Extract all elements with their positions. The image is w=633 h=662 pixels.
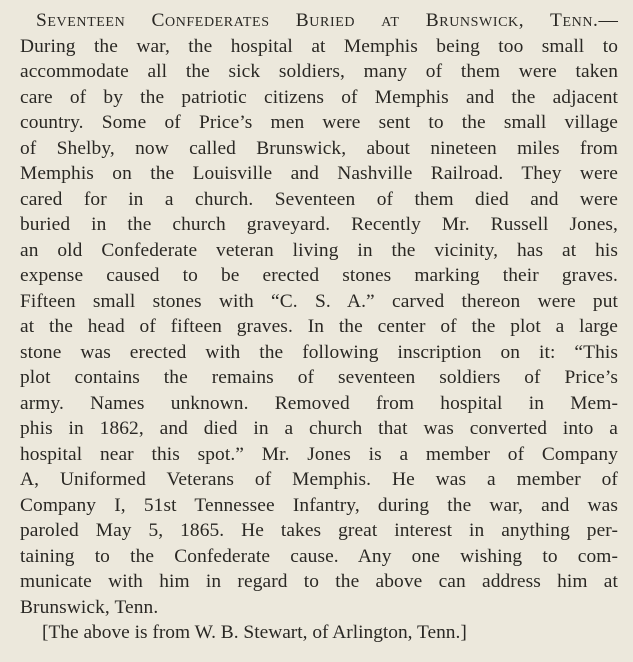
body-line: municate with him in regard to the above can address him at — [20, 571, 618, 592]
body-line: an old Confederate veteran living in the vicinity, has at his — [20, 239, 618, 261]
body-line: hospital near this spot.” Mr. Jones is a member of Company — [20, 443, 618, 465]
article-heading-line — [20, 8, 618, 34]
body-line: Memphis on the Louisville and Nashville Railroad. They were — [20, 163, 618, 184]
body-line: taining to the Confederate cause. Any one wishing to com- — [20, 545, 618, 567]
body-line: country. Some of Price’s men were sent to the small village — [20, 112, 618, 133]
body-line: cared for in a church. Seventeen of them died and were — [20, 188, 618, 210]
body-line: phis in 1862, and died in a church that was converted into a — [20, 418, 618, 439]
article — [20, 8, 618, 646]
body-line: stone was erected with the following inscription on it: “This — [20, 341, 618, 363]
body-line: plot contains the remains of seventeen soldiers of Price’s — [20, 367, 618, 388]
body-line: Company I, 51st Tennessee Infantry, during the war, and was — [20, 494, 618, 516]
heading-dash: — — [598, 10, 618, 31]
body-line: A, Uniformed Veterans of Memphis. He was a member of — [20, 469, 618, 490]
article-heading: Seventeen Confederates Buried at Brunswick, Tenn. — [36, 10, 599, 31]
body-line: at the head of fifteen graves. In the center of the plot a large — [20, 316, 618, 337]
article-credit: [The above is from W. B. Stewart, of Arlington, Tenn.] — [42, 622, 467, 643]
body-line: care of by the patriotic citizens of Memphis and the adjacent — [20, 86, 618, 108]
body-line: of Shelby, now called Brunswick, about nineteen miles from — [20, 137, 618, 159]
body-line: accommodate all the sick soldiers, many of them were taken — [20, 61, 618, 82]
body-line: buried in the church graveyard. Recently Mr. Russell Jones, — [20, 214, 618, 235]
body-line: During the war, the hospital at Memphis being too small to — [20, 35, 618, 57]
body-line: Fifteen small stones with “C. S. A.” carved thereon were put — [20, 290, 618, 312]
body-line: expense caused to be erected stones marking their graves. — [20, 265, 618, 286]
body-line: Brunswick, Tenn. — [20, 596, 159, 618]
body-line: paroled May 5, 1865. He takes great interest in anything per- — [20, 520, 618, 541]
body-line: army. Names unknown. Removed from hospital in Mem- — [20, 392, 618, 414]
